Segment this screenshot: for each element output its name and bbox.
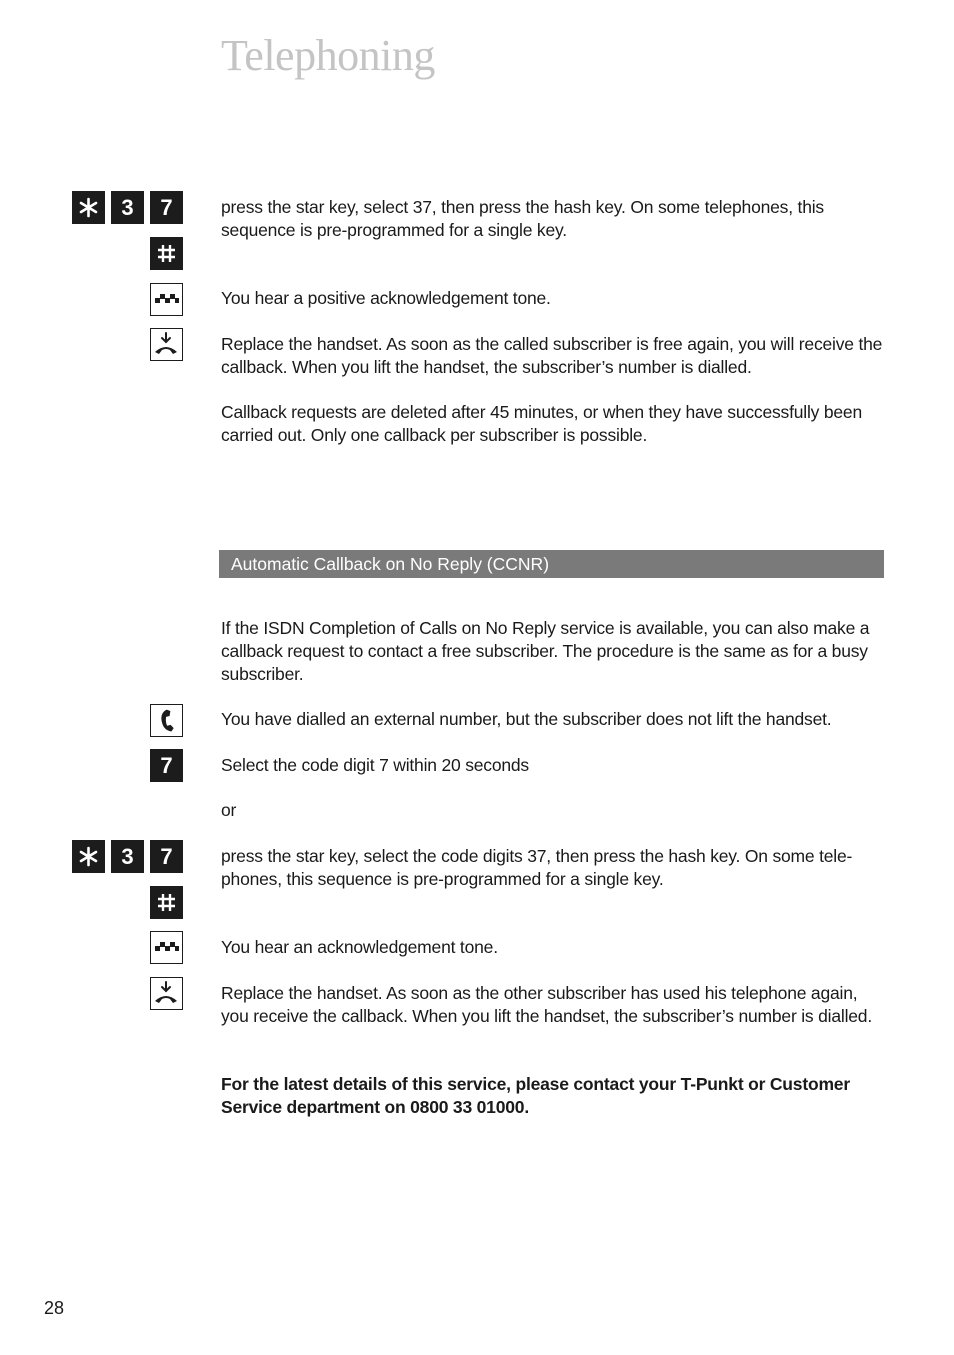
digit-3-key: 3: [111, 840, 144, 873]
section-heading: Automatic Callback on No Reply (CCNR): [219, 550, 884, 578]
digit-7-key: 7: [150, 840, 183, 873]
instruction-text: You have dialled an external number, but the subscriber does not lift the handset.: [221, 709, 832, 729]
or-text: or: [221, 800, 237, 820]
instruction-text: Select the code digit 7 within 20 seconds: [221, 755, 529, 775]
contact-note: For the latest details of this service, please contact your T-Punkt or Customer Service department on 0800 33 01000.: [221, 1074, 850, 1117]
instruction-text: Replace the handset. As soon as the other subscriber has used his telephone again, you receive the callback. When you lift the handset, the subscriber’s number is dialled.: [221, 983, 872, 1026]
star-key-icon: [72, 840, 105, 873]
replace-handset-icon: [150, 328, 183, 361]
acknowledgement-tone-icon: [150, 283, 183, 316]
digit-7-key: 7: [150, 749, 183, 782]
replace-handset-icon: [150, 977, 183, 1010]
instruction-text: You hear an acknowledgement tone.: [221, 937, 498, 957]
instruction-text: Replace the handset. As soon as the called subscriber is free again, you will receive the callback. When you lift the handset, the subscriber’s number is dialled.: [221, 334, 883, 377]
hash-key-icon: [150, 237, 183, 270]
page-title: Telephoning: [221, 31, 435, 80]
dialled-handset-icon: [150, 704, 183, 737]
page-number: 28: [44, 1298, 65, 1318]
acknowledgement-tone-icon: [150, 931, 183, 964]
hash-key-icon: [150, 886, 183, 919]
digit-7-key: 7: [150, 191, 183, 224]
info-text: Callback requests are deleted after 45 minutes, or when they have successfully been carried out. Only one callback per subscriber is possible.: [221, 402, 862, 445]
digit-3-key: 3: [111, 191, 144, 224]
intro-text: If the ISDN Completion of Calls on No Reply service is available, you can also make a callback request to contact a free subscriber. The procedure is the same as for a busy subscriber.: [221, 618, 870, 684]
instruction-text: press the star key, select the code digits 37, then press the hash key. On some tele-phones, this sequence is pre-programmed for a single key.: [221, 846, 853, 889]
star-key-icon: [72, 191, 105, 224]
instruction-text: press the star key, select 37, then press the hash key. On some telephones, this sequence is pre-programmed for a single key.: [221, 197, 824, 240]
instruction-text: You hear a positive acknowledgement tone.: [221, 288, 551, 308]
